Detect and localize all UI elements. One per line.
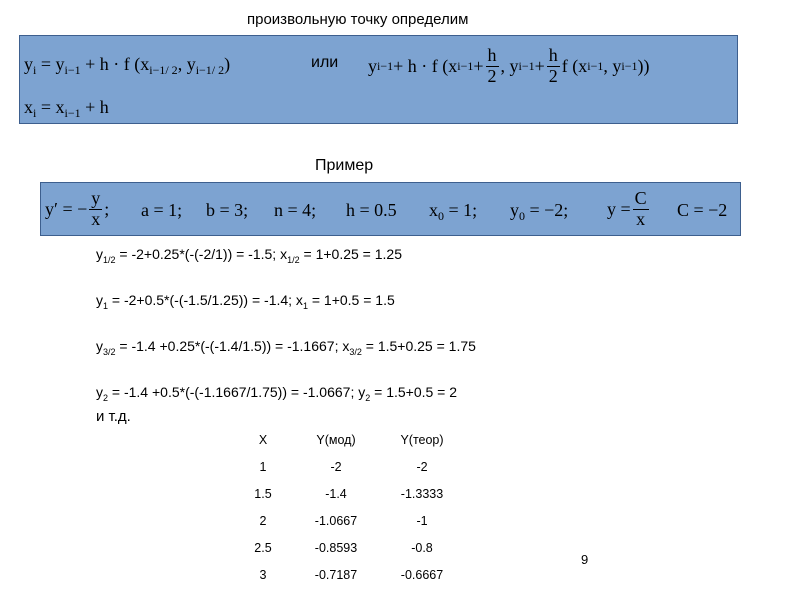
- cell-y-theory: -1: [416, 513, 428, 528]
- calc-expr: = -1.4 +0.5*(-(-1.1667/1.75)) = -1.0667; y: [108, 384, 366, 400]
- formula3-x2-sub: i−1: [64, 106, 81, 120]
- calc-expr: = -2+0.25*(-(-2/1)) = -1.5; x: [115, 246, 288, 262]
- param-a: a = 1;: [141, 200, 183, 220]
- cell-x: 2: [259, 513, 267, 528]
- frac-num: C: [634, 187, 647, 208]
- cell-y-theory: -1.3333: [400, 486, 444, 501]
- formula-box-method: [19, 35, 738, 124]
- example-heading: Пример: [315, 157, 374, 174]
- formula1-hf: + h · f (x: [80, 54, 150, 74]
- cell-y-theory: -0.6667: [400, 567, 444, 582]
- calc-var: y: [96, 246, 103, 262]
- ode-semicolon: ;: [104, 199, 110, 219]
- formula2-plus2: +: [534, 56, 545, 76]
- formula2-y3-sub: i−1: [621, 59, 638, 73]
- formula-midpoint: $y_i = y_{i-1} + h \cdot f$ ($x_{i-1/ 2}$, $y_{i-1/ 2}$): [24, 54, 231, 77]
- fraction-h-over-2-second: [547, 46, 560, 87]
- formula2-x3-sub: i−1: [587, 59, 604, 73]
- page-number: 9: [581, 552, 589, 567]
- frac-num: h: [548, 44, 558, 65]
- formula2-y2-sub: i−1: [518, 59, 535, 73]
- param-n: n = 4;: [274, 200, 317, 220]
- fraction-h-over-2: [486, 46, 499, 87]
- formula3-tail: + h: [80, 97, 109, 117]
- y0-value: = −2;: [525, 200, 569, 220]
- calc-sub: 1/2: [103, 254, 116, 265]
- col-header-y-theory: Y(теор): [400, 432, 444, 447]
- formula2-y-sub: i−1: [377, 59, 394, 73]
- cell-x: 3: [259, 567, 267, 582]
- table-row: [233, 561, 465, 588]
- calc-line-3: [96, 338, 476, 357]
- calc-expr: = 1.5+0.5 = 2: [370, 384, 458, 400]
- fraction-c-over-x: [633, 189, 649, 230]
- param-h: h = 0.5: [346, 200, 397, 220]
- etc-text: и т.д.: [96, 408, 131, 425]
- or-label: или: [311, 54, 339, 71]
- formula2-plus: +: [473, 56, 484, 76]
- frac-den: 2: [548, 65, 558, 86]
- formula1-rhs-y: y: [55, 54, 65, 74]
- formula1-close: ): [224, 54, 231, 74]
- table-row: [233, 507, 465, 534]
- section-heading: произвольную точку определим: [247, 11, 469, 28]
- cell-y-model: -0.8593: [314, 540, 358, 555]
- formula2-hf: + h · f (x: [393, 56, 458, 76]
- fraction-y-over-x: [89, 189, 102, 230]
- cell-y-model: -1.0667: [314, 513, 358, 528]
- calc-expr: = 1+0.25 = 1.25: [299, 246, 402, 262]
- y0-sub: 0: [519, 209, 525, 223]
- calc-expr: = 1.5+0.25 = 1.75: [361, 338, 476, 354]
- param-b: b = 3;: [206, 200, 249, 220]
- formula2-comma-y3: , y: [603, 56, 622, 76]
- formula2-comma-y: , y: [500, 56, 519, 76]
- formula3-x-sub: i: [33, 106, 37, 120]
- formula1-y-sub: i−1/ 2: [195, 63, 225, 77]
- param-x0: [429, 201, 477, 222]
- cell-y-theory: -0.8: [411, 540, 433, 555]
- y0-var: y: [510, 200, 519, 220]
- table-header-row: [233, 426, 465, 453]
- formula3-x: x: [24, 97, 33, 117]
- table-row: [233, 534, 465, 561]
- formula2-y: y: [368, 56, 377, 76]
- solution-lhs: y =: [607, 199, 631, 219]
- calc-expr: = -1.4 +0.25*(-(-1.4/1.5)) = -1.1667; x: [115, 338, 350, 354]
- ode-lhs: y′ = −: [45, 199, 88, 219]
- cell-x: 2.5: [254, 540, 272, 555]
- x0-sub: 0: [438, 209, 444, 223]
- calc-expr: = 1+0.5 = 1.5: [307, 292, 395, 308]
- cell-y-model: -1.4: [325, 486, 347, 501]
- x0-var: x: [429, 200, 438, 220]
- calc-line-1: [96, 246, 402, 265]
- calc-sub: 1/2: [287, 254, 300, 265]
- calc-sub: 1: [302, 300, 308, 311]
- frac-den: x: [636, 208, 646, 229]
- calc-sub: 2: [103, 392, 109, 403]
- formula1-rhs-y-sub: i−1: [64, 63, 81, 77]
- cell-x: 1: [259, 459, 267, 474]
- frac-num: h: [487, 44, 497, 65]
- param-c: C = −2: [677, 200, 728, 220]
- formula3-eq: = x: [36, 97, 65, 117]
- col-header-x: X: [258, 432, 268, 447]
- param-y0: [510, 201, 568, 222]
- example-box: [40, 182, 741, 236]
- calc-line-2: [96, 292, 395, 311]
- formula1-comma-y: , y: [177, 54, 196, 74]
- cell-y-model: -2: [330, 459, 342, 474]
- calc-line-4: [96, 384, 457, 403]
- calc-var: y: [96, 338, 103, 354]
- formula2-f: f (x: [561, 56, 588, 76]
- formula-alternative: [368, 41, 650, 91]
- x0-value: = 1;: [444, 200, 478, 220]
- calc-sub: 1: [103, 300, 109, 311]
- frac-num: y: [91, 187, 101, 208]
- results-table: [233, 426, 465, 588]
- calc-expr: = -2+0.5*(-(-1.5/1.25)) = -1.4; x: [108, 292, 303, 308]
- formula-x-step: [24, 98, 109, 119]
- calc-var: y: [96, 384, 103, 400]
- calc-sub: 3/2: [349, 346, 362, 357]
- cell-x: 1.5: [254, 486, 272, 501]
- cell-y-theory: -2: [416, 459, 428, 474]
- frac-den: x: [91, 208, 101, 229]
- frac-den: 2: [487, 65, 497, 86]
- col-header-y-model: Y(мод): [316, 432, 356, 447]
- formula2-x-sub: i−1: [457, 59, 474, 73]
- formula2-close: )): [637, 56, 650, 76]
- table-row: [233, 480, 465, 507]
- calc-var: y: [96, 292, 103, 308]
- calc-sub: 2: [365, 392, 371, 403]
- table-row: [233, 453, 465, 480]
- formula1-x-sub: i−1/ 2: [149, 63, 178, 77]
- example-ode: [45, 185, 109, 233]
- formula1-lhs-sub: i: [33, 63, 37, 77]
- calc-sub: 3/2: [103, 346, 116, 357]
- exact-solution: [607, 185, 651, 233]
- formula1-lhs: y: [24, 54, 33, 74]
- cell-y-model: -0.7187: [314, 567, 358, 582]
